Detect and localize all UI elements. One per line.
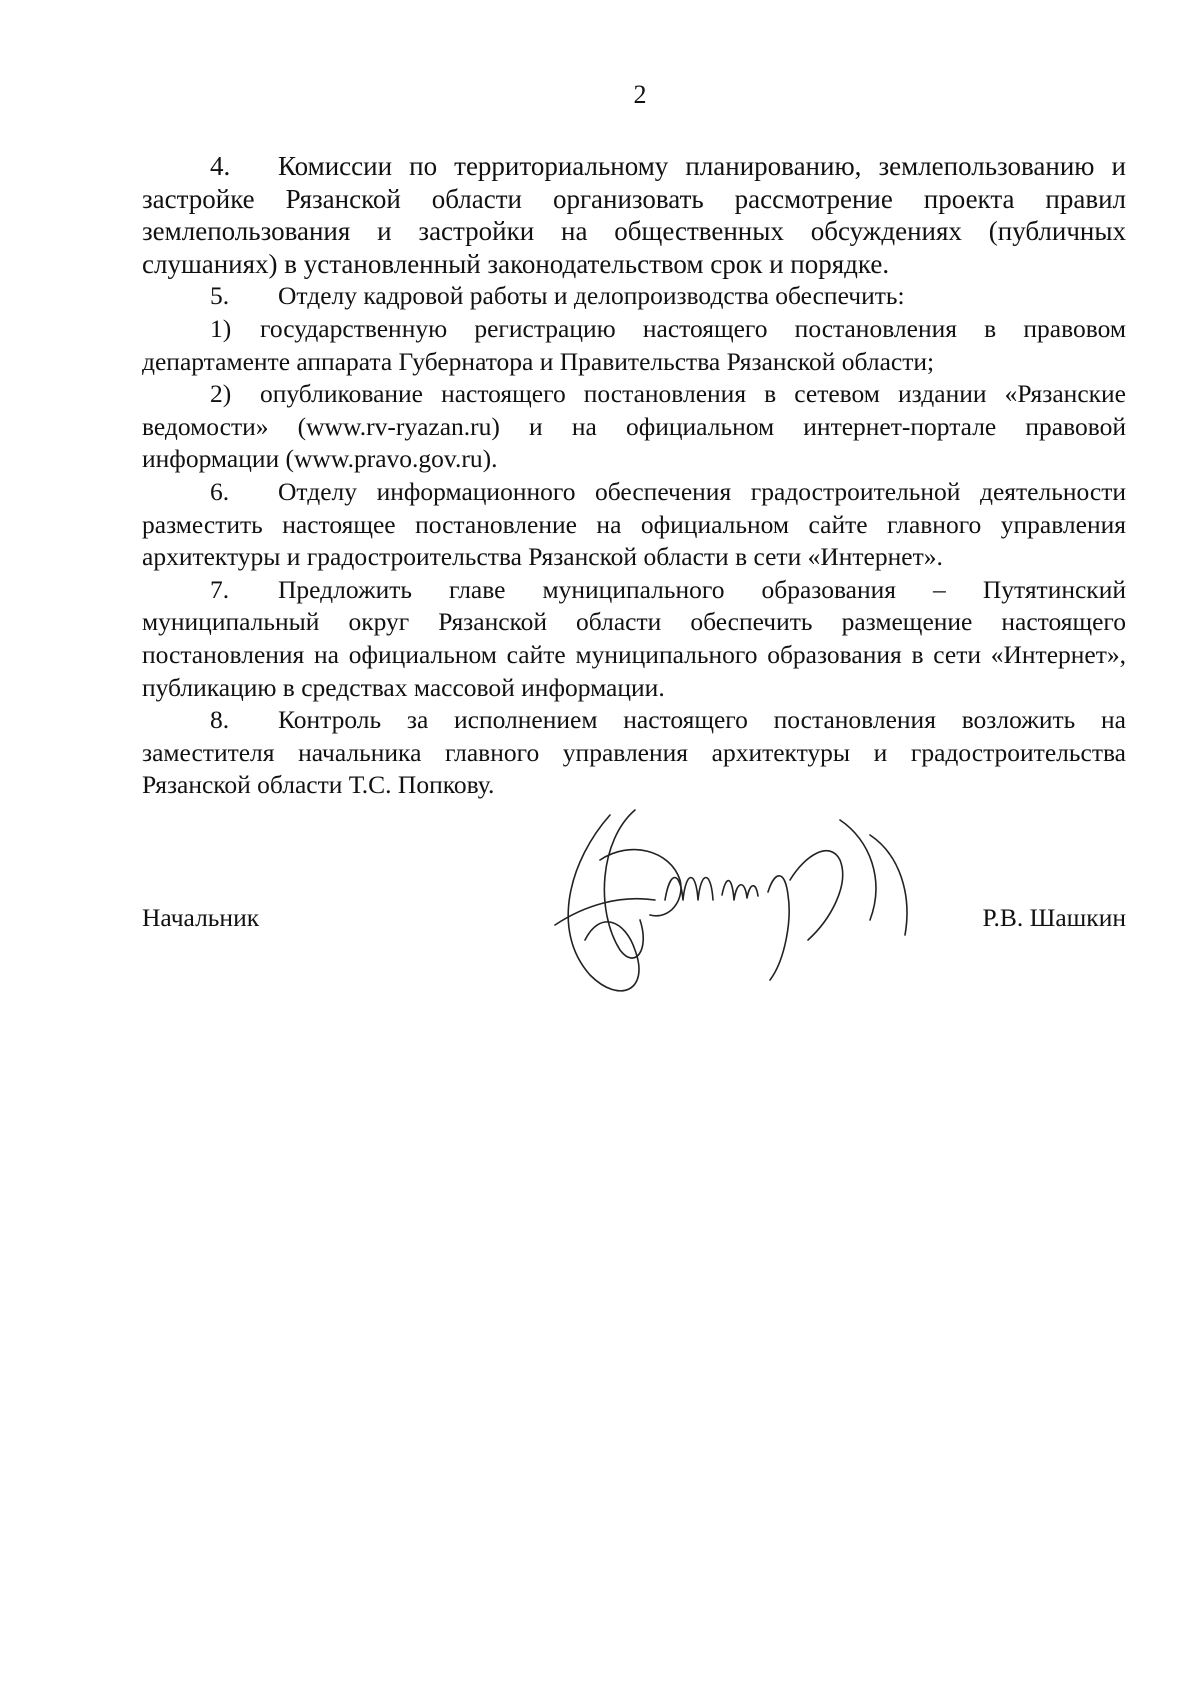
paragraph-number: 2) [210, 379, 232, 409]
paragraph-text: Отделу кадровой работы и делопроизводства обеспечить: [278, 281, 905, 311]
paragraph-number: 6. [210, 476, 230, 506]
paragraph-number: 1) [210, 313, 232, 343]
paragraph-number: 5. [210, 281, 230, 311]
paragraph-7 [142, 574, 1126, 704]
paragraph-text: опубликование настоящего постановления в сетевом издании «Рязанские ведомости» (www.rv-ryazan.ru) и на официальном интернет-портале правовой информации (www.pravo.gov.ru). [142, 379, 1126, 474]
paragraph-text: государственную регистрацию настоящего постановления в правовом департаменте аппарата Губернатора и Правительства Рязанской области; [142, 313, 1126, 376]
paragraph-number: 7. [210, 574, 230, 604]
paragraph-number: 4. [210, 151, 231, 181]
paragraph-8 [142, 704, 1126, 802]
paragraph-text: Комиссии по территориальному планированию, землепользованию и застройке Рязанской области организовать рассмотрение проекта правил землепользования и застройки на общественных обсуждениях (публичных слушаниях) в установленный законодательством срок и порядке. [142, 151, 1126, 279]
paragraph-number: 8. [210, 705, 230, 735]
subparagraph-5-1 [142, 313, 1126, 378]
subparagraph-5-2 [142, 378, 1126, 476]
signatory-name: Р.В. Шашкин [982, 903, 1126, 932]
paragraph-text: Предложить главе муниципального образования – Путятинский муниципальный округ Рязанской области обеспечить размещение настоящего постановления на официальном сайте муниципального образования в сети «Интернет», публикацию в средствах массовой информации. [142, 574, 1126, 702]
paragraph-5 [142, 280, 1126, 313]
paragraph-text: Контроль за исполнением настоящего постановления возложить на заместителя начальника главного управления архитектуры и градостроительства Рязанской области Т.С. Попкову. [142, 705, 1126, 800]
signatory-title: Начальник [142, 903, 260, 932]
paragraph-4 [142, 150, 1126, 280]
paragraph-text: Отделу информационного обеспечения градостроительной деятельности разместить настоящее постановление на официальном сайте главного управления архитектуры и градостроительства Рязанской области в сети «Интернет». [142, 476, 1126, 572]
signature-block [142, 902, 1126, 942]
page-number: 2 [633, 80, 647, 109]
document-body [142, 150, 1126, 802]
paragraph-6 [142, 476, 1126, 574]
